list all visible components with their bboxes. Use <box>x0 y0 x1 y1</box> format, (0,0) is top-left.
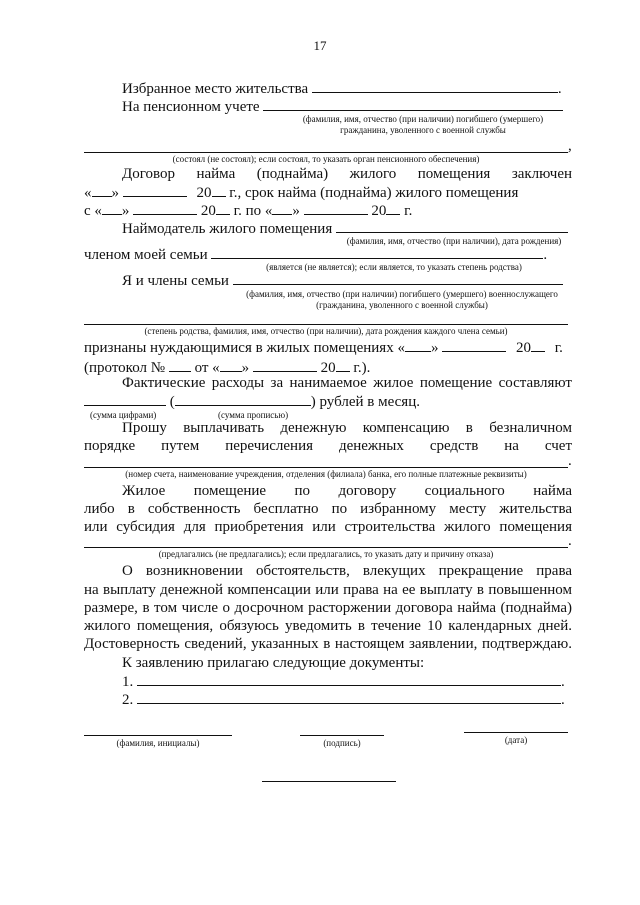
family-label: членом моей семьи <box>84 247 208 263</box>
housing-word: Жилое <box>122 483 166 499</box>
housing-line-3: или субсидия для приобретения или строительства жилого помещения <box>84 519 572 535</box>
pension-label: На пенсионном учете <box>122 99 260 115</box>
notice-line-2: на выплату денежной компенсации или права на ее выплату в повышенном <box>84 582 572 598</box>
housing-word: помещение <box>193 483 267 499</box>
year-prefix: 20 <box>200 203 216 219</box>
protocol-year-field[interactable] <box>336 359 350 372</box>
request-word: в <box>465 420 473 436</box>
signature-caption: (подпись) <box>323 738 361 748</box>
contract-line-2 <box>84 184 518 202</box>
notice-line-1: О возникновении обстоятельств, влекущих прекращение права <box>122 563 572 579</box>
members-caption-3: (степень родства, фамилия, имя, отчество (при наличии), дата рождения каждого члена семьи) <box>144 326 508 336</box>
term-to-month-field[interactable] <box>304 202 368 215</box>
pension-caption-1: (фамилия, имя, отчество (при наличии) погибшего (умершего) <box>302 114 544 124</box>
term-to-day-field[interactable] <box>272 202 292 215</box>
contract-word: найма <box>196 166 236 182</box>
housing-word: найма <box>533 483 573 499</box>
sum-words-caption: (сумма прописью) <box>218 410 289 420</box>
attachment-number: 2. <box>122 692 134 708</box>
request-word: денежных <box>338 438 404 454</box>
members-caption-2: (гражданина, уволенного с военной службы) <box>316 300 488 310</box>
pension-end: , <box>568 138 572 154</box>
date-caption: (дата) <box>504 735 528 745</box>
members-label: Я и члены семьи <box>122 273 229 289</box>
expenses-line-2 <box>84 393 420 411</box>
request-word: Прошу <box>122 420 167 436</box>
request-line-1 <box>122 420 572 437</box>
term-from-year-field[interactable] <box>216 202 230 215</box>
term-end: г. <box>404 203 413 219</box>
quote-close: » <box>121 203 130 219</box>
quote-close: » <box>241 360 250 376</box>
members-caption-1: (фамилия, имя, отчество (при наличии) погибшего (умершего) военнослужащего <box>246 289 558 299</box>
protocol-label: (протокол № <box>84 360 166 376</box>
protocol-end: г.). <box>353 360 371 376</box>
sum-digits-field[interactable] <box>84 393 166 406</box>
needy-year-field[interactable] <box>531 339 545 352</box>
housing-word: социального <box>424 483 505 499</box>
landlord-field[interactable] <box>336 220 568 233</box>
housing-line-2: либо в собственность бесплатно по избранному месту жительства <box>84 501 572 517</box>
contract-word: жилого <box>349 166 397 182</box>
page-number: 17 <box>313 38 327 53</box>
contract-word: помещения <box>417 166 491 182</box>
signature-field[interactable] <box>300 735 384 736</box>
contract-word: Договор <box>122 166 175 182</box>
account-details-field[interactable] <box>84 467 568 468</box>
year-prefix: 20 <box>196 185 212 201</box>
needy-day-field[interactable] <box>405 339 431 352</box>
residence-line <box>122 80 562 98</box>
contract-line-1 <box>122 166 572 183</box>
term-from-month-field[interactable] <box>133 202 197 215</box>
request-word: счет <box>544 438 573 454</box>
needy-line-1 <box>84 339 563 357</box>
notice-line-4: жилого помещения, обязуюсь уведомить в течение 10 календарных дней. <box>84 618 572 634</box>
protocol-number-field[interactable] <box>169 359 191 372</box>
request-word: компенсацию <box>362 420 450 436</box>
contract-line-3 <box>84 202 412 220</box>
attachment-item-2 <box>122 691 565 709</box>
name-initials-field[interactable] <box>84 735 232 736</box>
protocol-from-label: от « <box>194 360 220 376</box>
needy-month-field[interactable] <box>442 339 506 352</box>
protocol-month-field[interactable] <box>253 359 317 372</box>
quote-close: » <box>292 203 300 219</box>
term-to-year-field[interactable] <box>386 202 400 215</box>
request-word: безналичном <box>489 420 573 436</box>
attachment-number: 1. <box>122 674 134 690</box>
contract-term-text: г., срок найма (поднайма) жилого помещения <box>229 185 519 201</box>
request-word: путем <box>161 438 200 454</box>
family-end: . <box>543 247 548 263</box>
housing-word: по <box>294 483 311 499</box>
pension-caption-2: гражданина, уволенного с военной службы <box>340 125 506 135</box>
pension-field[interactable] <box>263 98 563 111</box>
year-prefix: 20 <box>320 360 336 376</box>
landlord-caption: (фамилия, имя, отчество (при наличии), дата рождения) <box>346 236 562 246</box>
housing-caption: (предлагались (не предлагались); если предлагались, то указать дату и причину отказа) <box>158 549 494 559</box>
residence-field[interactable] <box>312 80 558 93</box>
notice-line-5: Достоверность сведений, указанных в настоящем заявлении, подтверждаю. <box>84 636 572 652</box>
request-word: порядке <box>84 438 136 454</box>
sum-words-field[interactable] <box>175 393 311 406</box>
request-word: денежную <box>280 420 347 436</box>
contract-word: (поднайма) <box>256 166 329 182</box>
contract-month-field[interactable] <box>123 184 187 197</box>
year-prefix: 20 <box>371 203 387 219</box>
attachment-field-2[interactable] <box>137 691 561 704</box>
term-from-day-field[interactable] <box>102 202 122 215</box>
term-from-label: с « <box>84 203 102 219</box>
date-field[interactable] <box>464 732 568 733</box>
request-word: на <box>504 438 519 454</box>
housing-offer-field[interactable] <box>84 547 568 548</box>
attachments-intro: К заявлению прилагаю следующие документы: <box>122 655 425 671</box>
separator-line <box>262 781 396 782</box>
request-word: перечисления <box>225 438 314 454</box>
housing-end: . <box>568 533 572 549</box>
housing-word: договору <box>338 483 397 499</box>
paren-open: ( <box>169 394 175 410</box>
members-field[interactable] <box>233 272 563 285</box>
expenses-end: ) рублей в месяц. <box>310 394 420 410</box>
residence-label: Избранное место жительства <box>122 81 309 97</box>
request-line-2 <box>84 438 572 455</box>
request-word: выплачивать <box>183 420 265 436</box>
attachment-end: . <box>561 692 565 708</box>
notice-line-3: размере, в том числе о досрочном расторжении договора найма (поднайма) <box>84 600 572 616</box>
housing-line-1 <box>122 483 572 500</box>
needy-end: г. <box>554 340 563 356</box>
account-caption: (номер счета, наименование учреждения, отделения (филиала) банка, его полные платежные реквизиты) <box>125 469 527 479</box>
contract-word: заключен <box>511 166 573 182</box>
contract-year-field[interactable] <box>212 184 226 197</box>
quote-close: » <box>430 340 439 356</box>
members-continuation-field[interactable] <box>84 324 568 325</box>
family-field[interactable] <box>211 246 543 259</box>
attachment-item-1 <box>122 673 565 691</box>
landlord-label: Наймодатель жилого помещения <box>122 221 333 237</box>
expenses-line-1: Фактические расходы за нанимаемое жилое помещение составляют <box>122 375 572 391</box>
year-prefix: 20 <box>515 340 531 356</box>
members-line <box>122 272 563 290</box>
contract-day-field[interactable] <box>92 184 112 197</box>
quote-close: » <box>111 185 119 201</box>
quote-open: « <box>84 185 92 201</box>
pension-continuation-field[interactable] <box>84 152 568 153</box>
account-end: . <box>568 453 572 469</box>
family-caption: (является (не является); если является, то указать степень родства) <box>266 262 522 272</box>
needy-text: признаны нуждающимися в жилых помещениях « <box>84 340 405 356</box>
name-initials-caption: (фамилия, инициалы) <box>116 738 200 748</box>
request-word: средств <box>429 438 479 454</box>
attachment-end: . <box>561 674 565 690</box>
term-to-label: г. по « <box>233 203 273 219</box>
attachment-field-1[interactable] <box>137 673 561 686</box>
residence-end: . <box>557 81 562 97</box>
pension-caption-3: (состоял (не состоял); если состоял, то указать орган пенсионного обеспечения) <box>172 154 480 164</box>
sum-digits-caption: (сумма цифрами) <box>90 410 157 420</box>
protocol-day-field[interactable] <box>220 359 242 372</box>
